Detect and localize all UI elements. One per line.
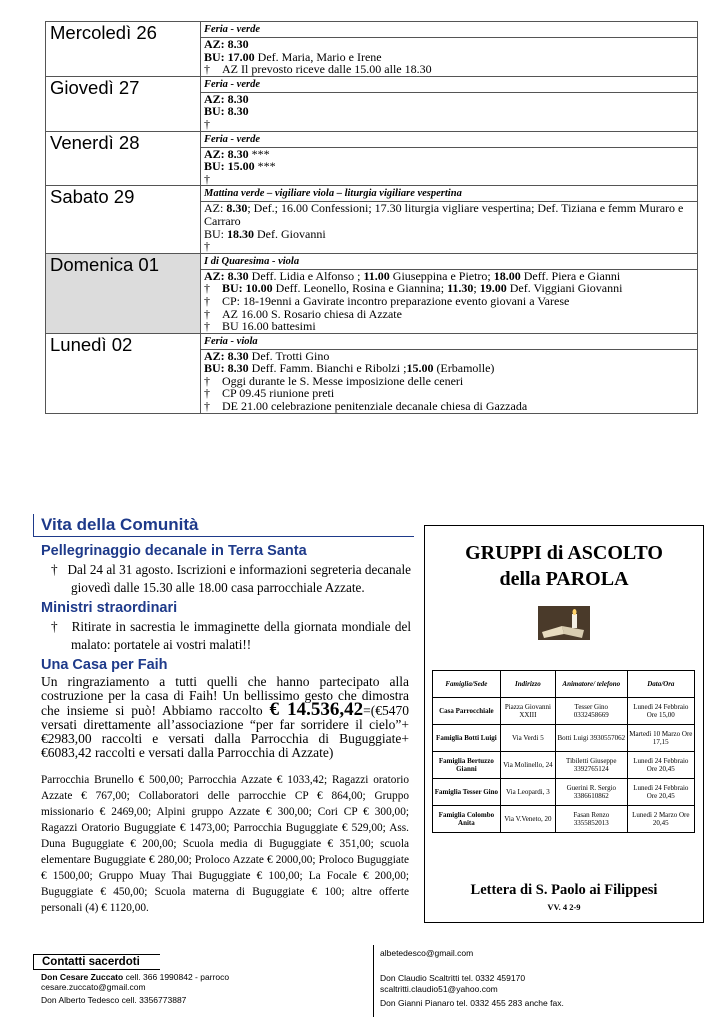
event-line	[204, 240, 694, 253]
contact-pianaro: Don Gianni Pianaro tel. 0332 455 283 anche fax.	[380, 998, 564, 1008]
cross-icon: †	[204, 386, 210, 401]
day-header-row	[46, 76, 698, 92]
groups-cell-addr: Via Molinello, 24	[500, 752, 555, 779]
contacts-right	[380, 948, 564, 1009]
groups-cell-anim: Guerini R. Sergio 3386610862	[556, 779, 628, 806]
contacts-title: Contatti sacerdoti	[33, 954, 160, 970]
pilgrimage-text: † Dal 24 al 31 agosto. Iscrizioni e informazioni segreteria decanale giovedì dalle 15.30 alle 18.00 casa parrocchiale Azzate.	[51, 562, 411, 595]
event-line	[204, 400, 694, 413]
groups-cell-addr: Piazza Giovanni XXIII	[500, 698, 555, 725]
day-name: Domenica 01	[46, 253, 201, 333]
groups-column-header: Famiglia/Sede	[433, 671, 501, 698]
groups-cell-anim: Tibiletti Giuseppe 3392765124	[556, 752, 628, 779]
groups-cell-date: Lunedì 24 Febbraio Ore 15,00	[627, 698, 694, 725]
event-text: BU: 8.30	[204, 104, 249, 119]
event-text: AZ 16.00 S. Rosario chiesa di Azzate	[222, 306, 402, 321]
event-text: Def. Maria, Mario e Irene	[254, 49, 382, 64]
contact-tedesco: Don Alberto Tedesco cell. 3356773887	[41, 995, 187, 1005]
contact-scaltritti: Don Claudio Scaltritti tel. 0332 459170	[380, 973, 526, 983]
cross-icon: †	[204, 62, 210, 77]
event-text: Def. Giovanni	[254, 226, 326, 241]
cross-icon: †	[204, 239, 210, 254]
groups-cell-addr: Via Leopardi, 3	[500, 779, 555, 806]
event-text: (Erbamolle)	[433, 361, 495, 376]
event-text: AZ:	[204, 201, 227, 216]
event-text: Def. Trotti Gino	[248, 348, 330, 363]
day-name: Venerdì 28	[46, 131, 201, 186]
event-line	[204, 118, 694, 131]
table-row	[433, 779, 695, 806]
cross-icon: †	[204, 116, 210, 131]
ministers-text: † Ritirate in sacrestia le immaginette della giornata mondiale del malato: portatele ai vostri malati!!	[51, 619, 411, 652]
event-text: 18.30	[227, 226, 255, 241]
event-text: CP: 18-19enni a Gavirate incontro preparazione evento giovani a Varese	[222, 293, 570, 308]
weekly-calendar	[45, 21, 698, 414]
groups-cell-anim: Tesser Gino 0332458669	[556, 698, 628, 725]
liturgy-label: Feria - verde	[201, 76, 698, 92]
listening-groups-box	[424, 525, 704, 923]
groups-title: GRUPPI di ASCOLTO della PAROLA	[465, 542, 663, 590]
contact-zuccato: Don Cesare Zuccato cell. 366 1990842 - parroco	[41, 972, 230, 982]
table-row	[433, 698, 695, 725]
groups-header-row	[433, 671, 695, 698]
groups-column-header: Data/Ora	[627, 671, 694, 698]
groups-column-header: Animatore/ telefono	[556, 671, 628, 698]
day-events	[201, 92, 698, 131]
groups-table	[432, 670, 695, 833]
donors-list: Parrocchia Brunello € 500,00; Parrocchia Azzate € 1033,42; Ragazzi oratorio Azzate € 767,00; Collaboratori delle parrocchie CP € 864,00; Gruppo missionario € 2469,00; Alpini gruppo Azzate € 300,00; Cori CP € 300,00; Ragazzi Oratorio Buguggiate € 1473,00; Parrocchia Buguggiate € 529,00; Ass. Duna Buguggiate € 200,00; Scuola media di Buguggiate € 351,00; scuola elementare Buguggiate € 280,00; Proloco Azzate € 2000,00; Proloco Buguggiate € 1500,00; Gruppo Muay Thai Buguggiate € 100,00; La Focale € 200,00; Buguggiate € 450,00; Scuola materna di Buguggiate € 100; altre offerte personali (4) € 1120,00.	[41, 774, 409, 914]
event-text: AZ Il prevosto riceve dalle 15.00 alle 18.30	[222, 62, 432, 77]
day-header-row	[46, 253, 698, 269]
event-text: CP 09.45 riunione preti	[222, 386, 335, 401]
liturgy-label: Mattina verde – vigiliare viola – liturgia vigiliare vespertina	[201, 186, 698, 202]
cross-icon: †	[51, 619, 72, 634]
event-text: DE 21.00 celebrazione penitenziale decanale chiesa di Gazzada	[222, 399, 528, 414]
day-name: Lunedì 02	[46, 333, 201, 413]
cross-icon: †	[204, 171, 210, 186]
event-line	[204, 105, 694, 118]
day-events	[201, 147, 698, 186]
contact-zuccato-mail[interactable]: cesare.zuccato@gmail.com	[41, 982, 146, 992]
event-line	[204, 93, 694, 106]
groups-cell-date: Lunedì 24 Febbraio Ore 20,45	[627, 752, 694, 779]
cross-icon: †	[204, 319, 210, 334]
groups-cell-addr: Via Verdi 5	[500, 725, 555, 752]
day-name: Giovedì 27	[46, 76, 201, 131]
groups-cell-fam: Famiglia Bertuzzo Gianni	[433, 752, 501, 779]
event-text: AZ: 8.30	[204, 37, 249, 51]
event-text: Oggi durante le S. Messe imposizione delle ceneri	[222, 373, 464, 388]
groups-cell-fam: Famiglia Colombo Anita	[433, 806, 501, 833]
faih-title: Una Casa per Faih	[41, 657, 168, 673]
ministers-title: Ministri straordinari	[41, 600, 178, 616]
event-text: BU:	[204, 226, 228, 241]
day-header-row	[46, 186, 698, 202]
event-text: Deff. Leonello, Rosina e Giannina;	[272, 281, 448, 296]
cross-icon: †	[204, 281, 210, 296]
event-line	[204, 228, 694, 241]
day-events	[201, 349, 698, 413]
event-text: AZ: 8.30	[204, 348, 249, 363]
event-text: ***	[248, 146, 270, 161]
event-text: AZ: 8.30	[204, 146, 249, 161]
event-line	[204, 160, 694, 173]
cross-icon: †	[204, 306, 210, 321]
groups-cell-date: Lunedì 24 Febbraio Ore 20,45	[627, 779, 694, 806]
liturgy-label: Feria - verde	[201, 22, 698, 38]
event-text: Def. Viggiani Giovanni	[506, 281, 623, 296]
divider	[373, 945, 374, 1017]
groups-cell-fam: Famiglia Tesser Gino	[433, 779, 501, 806]
event-text: Deff. Lidia e Alfonso ;	[248, 268, 364, 283]
event-text: 18.00	[493, 268, 521, 283]
cross-icon: †	[204, 373, 210, 388]
community-section	[33, 514, 413, 916]
groups-cell-anim: Botti Luigi 3930557062	[556, 725, 628, 752]
cross-icon: †	[51, 562, 68, 577]
faih-text: Un ringraziamento a tutti quelli che hanno partecipato alla costruzione per la casa di Faih! Un bellissimo gesto che dimostra che insieme si può! Abbiamo raccolto € 14.536,42=(€5470 versati direttamente all’associazione “per far sorridere il cielo”+€2983,00 raccolti e versati dalla Parrocchia di Buguggiate+€6083,42 raccolti e versati dalla Parrocchia di Azzate)	[41, 674, 410, 760]
event-text: Giuseppina e Pietro;	[389, 268, 494, 283]
groups-cell-date: Lunedì 2 Marzo Ore 20,45	[627, 806, 694, 833]
event-text: AZ: 8.30	[204, 268, 249, 283]
event-text: ;	[473, 281, 480, 296]
event-text: BU: 15.00	[204, 159, 255, 174]
event-text: BU: 10.00	[222, 281, 273, 296]
event-text: 19.00	[479, 281, 507, 296]
liturgy-label: Feria - verde	[201, 131, 698, 147]
cross-icon: †	[204, 399, 210, 414]
day-header-row	[46, 333, 698, 349]
event-line	[204, 202, 694, 227]
pilgrimage-title: Pellegrinaggio decanale in Terra Santa	[41, 543, 307, 559]
contacts-section	[33, 954, 363, 1005]
groups-cell-fam: Casa Parrocchiale	[433, 698, 501, 725]
event-text: Deff. Piera e Gianni	[520, 268, 621, 283]
event-line	[204, 148, 694, 161]
table-row	[433, 752, 695, 779]
event-text: BU: 8.30	[204, 361, 249, 376]
day-name: Mercoledì 26	[46, 22, 201, 77]
event-text: 11.30	[447, 281, 474, 296]
day-header-row	[46, 131, 698, 147]
day-events	[201, 202, 698, 253]
event-text: ; Def.; 16.00 Confessioni; 17.30 liturgia vigliare vespertina; Def. Tiziana e femm Muraro e Carraro	[204, 201, 684, 228]
table-row	[433, 806, 695, 833]
section-title: Vita della Comunità	[33, 514, 414, 537]
contact-tedesco-mail[interactable]: albetedesco@gmail.com	[380, 948, 474, 958]
liturgy-label: I di Quaresima - viola	[201, 253, 698, 269]
groups-cell-anim: Fasan Renzo 3355852013	[556, 806, 628, 833]
day-events	[201, 269, 698, 333]
faih-amount: € 14.536,42	[269, 699, 364, 720]
event-text: BU: 17.00	[204, 49, 255, 64]
groups-cell-date: Martedì 10 Marzo Ore 17,15	[627, 725, 694, 752]
event-text: BU 16.00 battesimi	[222, 319, 316, 334]
bible-candle-icon	[538, 606, 590, 640]
event-text: 8.30	[226, 201, 248, 216]
cross-icon: †	[204, 293, 210, 308]
table-row	[433, 725, 695, 752]
groups-column-header: Indirizzo	[500, 671, 555, 698]
day-header-row	[46, 22, 698, 38]
liturgy-label: Feria - viola	[201, 333, 698, 349]
event-line	[204, 320, 694, 333]
event-line	[204, 173, 694, 186]
event-text: 11.00	[363, 268, 390, 283]
event-text: Deff. Famm. Bianchi e Ribolzi ;	[248, 361, 407, 376]
event-text: ***	[254, 159, 276, 174]
verses: VV. 4 2-9	[547, 902, 581, 912]
contact-scaltritti-mail[interactable]: scaltritti.claudio51@yahoo.com	[380, 984, 498, 994]
event-text: AZ: 8.30	[204, 91, 249, 106]
day-name: Sabato 29	[46, 186, 201, 253]
event-line	[204, 63, 694, 76]
groups-cell-fam: Famiglia Botti Luigi	[433, 725, 501, 752]
letter-title: Lettera di S. Paolo ai Filippesi	[470, 882, 658, 898]
day-events	[201, 38, 698, 77]
groups-cell-addr: Via V.Veneto, 20	[500, 806, 555, 833]
event-text: 15.00	[406, 361, 434, 376]
